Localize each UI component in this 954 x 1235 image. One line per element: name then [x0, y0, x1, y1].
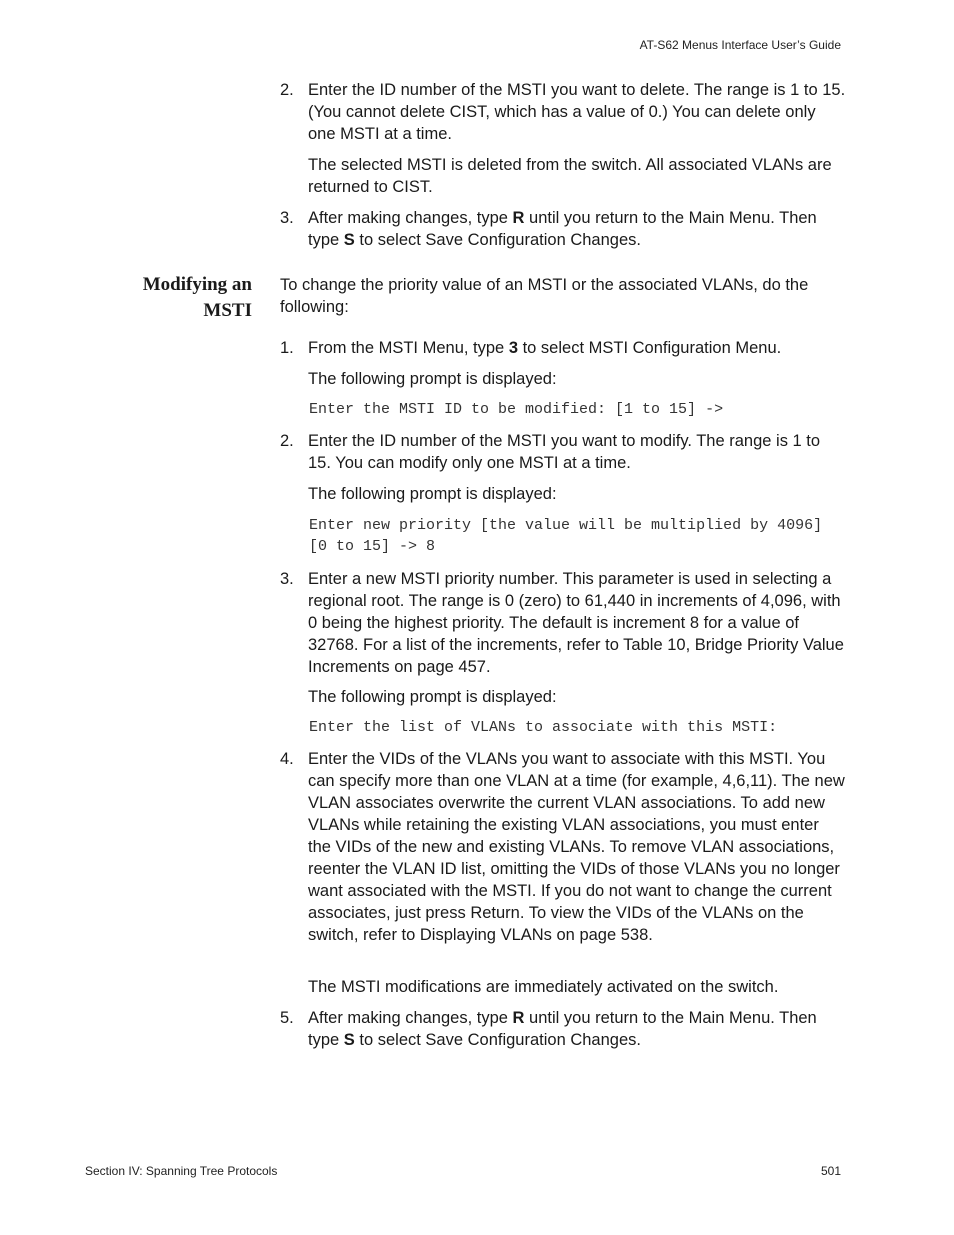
code-prompt: Enter the list of VLANs to associate with this MSTI: [309, 719, 778, 736]
code-prompt: Enter new priority [the value will be multiplied by 4096] [0 to 15] -> 8 [309, 517, 832, 555]
section-intro: To change the priority value of an MSTI or the associated VLANs, do the following: [280, 276, 809, 316]
key-3: 3 [508, 339, 518, 357]
step-number: 2. [280, 81, 294, 99]
page-number: 501 [820, 1164, 841, 1178]
step-text: Enter the VIDs of the VLANs you want to associate with this MSTI. You can specify more than one VLAN at a time (for example, 4,6,11). The new VLAN associates overwrite the current VLAN associations. To add new VLANs while retaining the existing VLAN associations, you must enter the VIDs of the new and existing VLANs. To remove VLAN associations, reenter the VLAN ID list, omitting the VIDs of those VLANs you no longer want associated with the MSTI. If you do not want to change the current associates, just press Return. To view the VIDs of the VLANs on the switch, refer to Displaying VLANs on page 538. [308, 750, 845, 944]
step-text: From the MSTI Menu, type 3 to select MSTI Configuration Menu. [308, 339, 782, 357]
key-r: R [512, 209, 525, 227]
running-header: AT-S62 Menus Interface User’s Guide [639, 38, 841, 52]
prompt-label: The following prompt is displayed: [308, 370, 557, 388]
step-text: After making changes, type R until you return to the Main Menu. Then type S to select Save Configuration Changes. [308, 209, 817, 249]
step-text: Enter the ID number of the MSTI you want to delete. The range is 1 to 15. (You cannot delete CIST, which has a value of 0.) You can delete only one MSTI at a time. [308, 81, 846, 143]
section-heading: Modifying an MSTI [142, 274, 252, 321]
step-note: The MSTI modifications are immediately activated on the switch. [308, 978, 779, 996]
step-number: 3. [280, 570, 294, 588]
step-text: Enter the ID number of the MSTI you want to modify. The range is 1 to 15. You can modify only one MSTI at a time. [308, 432, 821, 472]
prompt-label: The following prompt is displayed: [308, 688, 557, 706]
step-number: 2. [280, 432, 294, 450]
step-number: 3. [280, 209, 294, 227]
prompt-label: The following prompt is displayed: [308, 485, 557, 503]
key-r: R [512, 1009, 525, 1027]
step-note: The selected MSTI is deleted from the switch. All associated VLANs are returned to CIST. [308, 156, 832, 196]
step-number: 1. [280, 339, 294, 357]
step-text: After making changes, type R until you return to the Main Menu. Then type S to select Save Configuration Changes. [308, 1009, 817, 1049]
step-text: Enter a new MSTI priority number. This parameter is used in selecting a regional root. The range is 0 (zero) to 61,440 in increments of 4,096, with 0 being the highest priority. The default is increment 8 for a value of 32768. For a list of the increments, refer to Table 10, Bridge Priority Value Increments on page 457. [308, 570, 844, 676]
key-s: S [343, 231, 355, 249]
key-s: S [343, 1031, 355, 1049]
step-number: 4. [280, 750, 294, 768]
code-prompt: Enter the MSTI ID to be modified: [1 to 15] -> [309, 401, 724, 418]
footer-section: Section IV: Spanning Tree Protocols [85, 1164, 278, 1178]
step-number: 5. [280, 1009, 294, 1027]
